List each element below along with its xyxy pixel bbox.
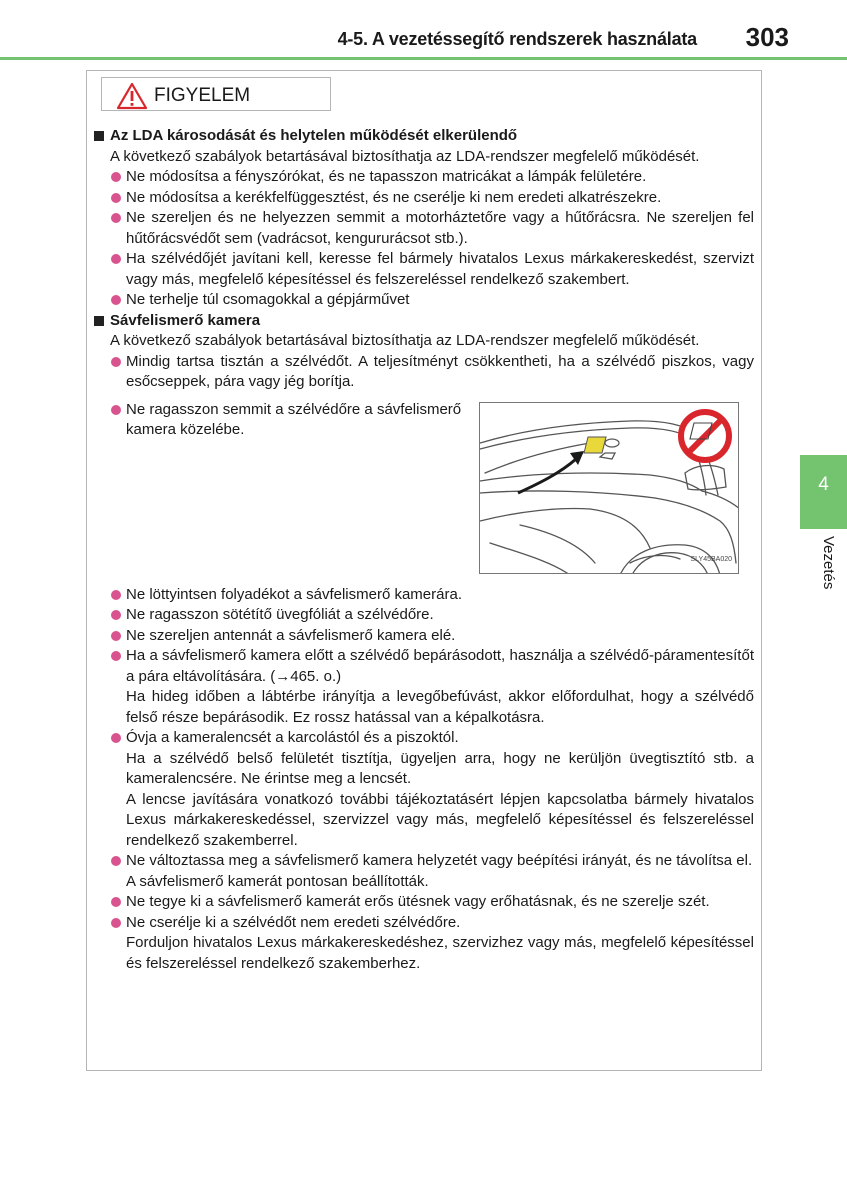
windshield-camera-illustration: [479, 402, 739, 574]
list-item-text: Ne módosítsa a fényszórókat, és ne tapasszon matricákat a lámpák felületére.: [126, 168, 647, 185]
list-item-text: Ne szereljen antennát a sávfelismerő kamera elé.: [126, 626, 456, 644]
warning-triangle-icon: [116, 82, 148, 110]
list-item-text: Ne tegye ki a sávfelismerő kamerát erős ütésnek vagy erőhatásnak, és ne szerelje szét.: [126, 893, 710, 910]
list-item-text: Ne cserélje ki a szélvédőt nem eredeti szélvédőre.: [126, 913, 461, 931]
warning-content: [94, 126, 754, 974]
list-item-text: Ne módosítsa a kerékfelfüggesztést, és ne cserélje ki nem eredeti alkatrészekre.: [126, 188, 662, 206]
list-item: [94, 585, 754, 606]
header-divider: [0, 57, 847, 60]
warning-header: [101, 77, 331, 111]
chapter-tab[interactable]: [800, 455, 847, 529]
illustration-code: SLY45BA020: [690, 556, 732, 563]
list-item-text: Ha a sávfelismerő kamera előtt a szélvédő bepárásodott, használja a szélvédő-páramentesítőt a pára eltávolítására. (→465. o.): [126, 647, 754, 685]
bullet-list-camera-2: [94, 585, 754, 975]
list-item: [94, 892, 754, 913]
bullet-list-lda: [94, 167, 754, 311]
prohibition-sign-icon: [681, 412, 729, 460]
page-number: 303: [745, 22, 789, 52]
list-item-text: A sávfelismerő kamerát pontosan beállították.: [126, 872, 429, 890]
list-item-text: Ha hideg időben a lábtérbe irányítja a levegőbefúvást, akkor előfordulhat, hogy a szélvédő felső része bepárásodik. Ez rossz hatással van a képalkotásra.: [126, 688, 754, 726]
list-item: [94, 208, 754, 249]
camera-bullet-row: [94, 400, 754, 576]
list-item-text: Ha a szélvédő belső felületét tisztítja, ügyeljen arra, hogy ne kerüljön üvegtisztító stb. a kameralencsére. Ne érintse meg a lencsét.: [126, 749, 754, 787]
section-title-camera: Sávfelismerő kamera: [94, 311, 754, 332]
list-item: [94, 728, 754, 851]
chapter-number: 4: [818, 474, 829, 495]
list-item-text: Óvja a kameralencsét a karcolástól és a piszoktól.: [126, 729, 459, 746]
list-item: [94, 290, 754, 311]
list-item: [94, 851, 754, 892]
list-item: [94, 167, 754, 188]
list-item: [94, 188, 754, 209]
section-intro-camera: A következő szabályok betartásával biztosíthatja az LDA-rendszer megfelelő működését.: [110, 332, 700, 349]
page-section-title: 4-5. A vezetéssegítő rendszerek használata: [337, 29, 697, 49]
list-item: [94, 913, 754, 975]
camera-bullet: Ne ragasszon semmit a szélvédőre a sávfelismerő kamera közelébe.: [94, 400, 479, 441]
car-windshield-drawing: [480, 403, 739, 574]
list-item: [94, 249, 754, 290]
chapter-label: Vezetés: [820, 536, 837, 590]
list-item-text: Ne löttyintsen folyadékot a sávfelismerő kamerára.: [126, 585, 462, 603]
section-title-lda: Az LDA károsodását és helytelen működését elkerülendő: [94, 126, 754, 147]
list-item-text: Ne terhelje túl csomagokkal a gépjárművet: [126, 291, 410, 308]
list-item: [94, 352, 754, 393]
list-item-text: Mindig tartsa tisztán a szélvédőt. A teljesítményt csökkentheti, ha a szélvédő piszkos, vagy esőcseppek, pára vagy jég borítja.: [126, 352, 754, 390]
list-item-text: Ne változtassa meg a sávfelismerő kamera helyzetét vagy beépítési irányát, és ne távolítsa el.: [126, 852, 753, 869]
list-item: [94, 646, 754, 728]
list-item-text: Ha szélvédőjét javítani kell, keresse fel bármely hivatalos Lexus márkakereskedést, szervizt vagy más, megfelelő képesítéssel és felszereléssel rendelkező szakembert.: [126, 250, 754, 288]
list-item: [94, 605, 754, 626]
list-item-text: Forduljon hivatalos Lexus márkakereskedéshez, szervizhez vagy más, megfelelő képesítéssel és felszereléssel rendelkező szakemberhez.: [126, 934, 754, 972]
list-item-text: Ne ragasszon sötétítő üvegfóliát a szélvédőre.: [126, 606, 434, 623]
bullet-list-camera-1: [94, 352, 754, 393]
section-intro-lda: A következő szabályok betartásával biztosíthatja az LDA-rendszer megfelelő működését.: [110, 147, 700, 165]
warning-label: FIGYELEM: [154, 85, 251, 106]
list-item: [94, 626, 754, 647]
list-item-text: Ne szereljen és ne helyezzen semmit a motorháztetőre vagy a hűtőrácsra. Ne szereljen fel hűtőrácsvédőt sem (vadrácsot, kengururácsot stb.).: [126, 209, 754, 247]
list-item-text: A lencse javítására vonatkozó további tájékoztatásért lépjen kapcsolatba bármely hivatalos Lexus márkakereskedéssel, szervizzel vagy más, megfelelő képesítéssel és felszereléssel rendelkező szakemberrel.: [126, 790, 754, 849]
